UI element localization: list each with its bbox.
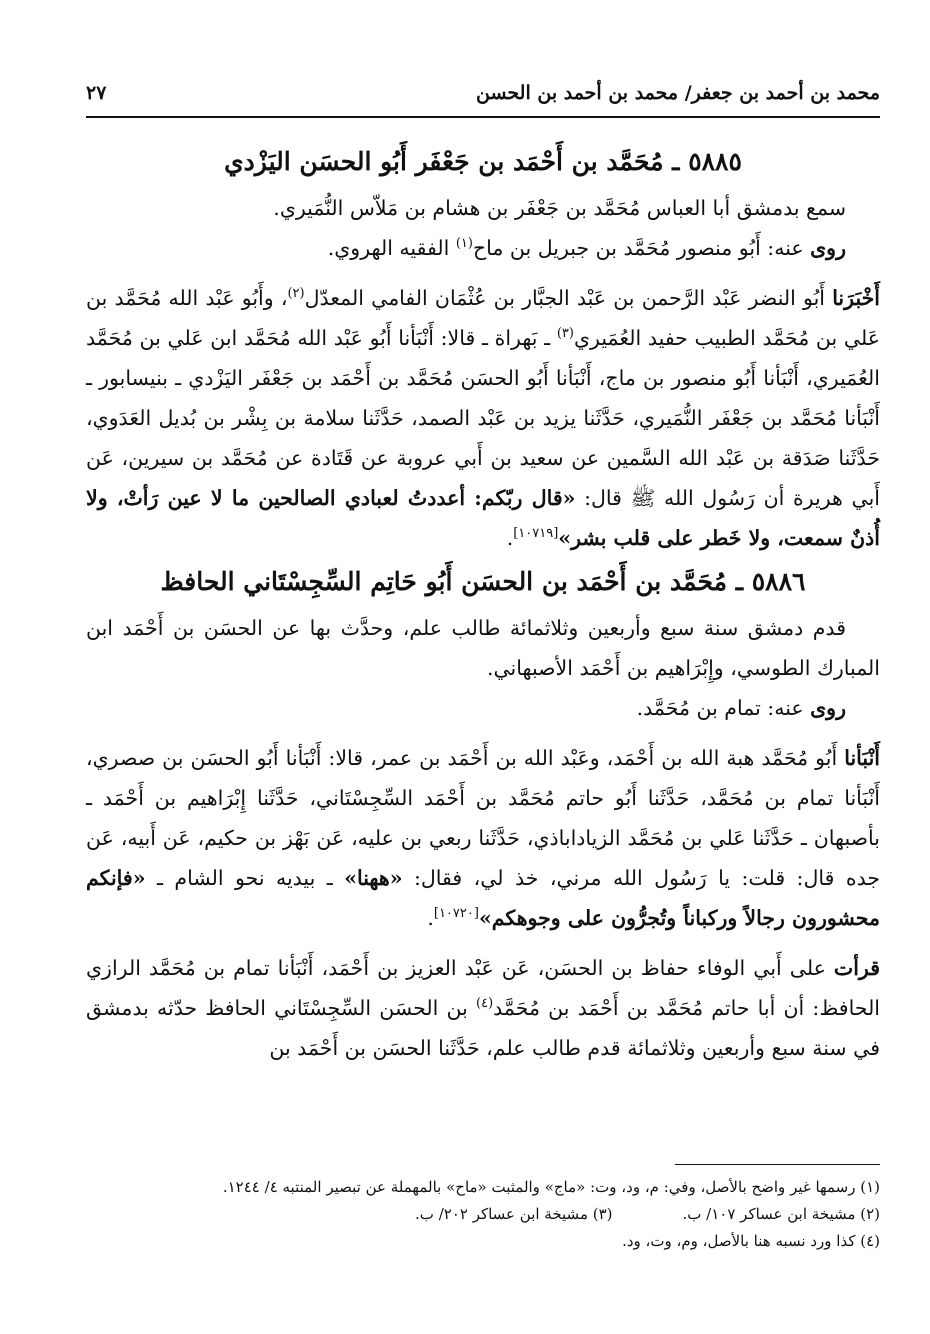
running-head xyxy=(86,76,880,110)
keyword-qaraat: قرأت xyxy=(833,956,880,980)
keyword-rawa: روى xyxy=(810,236,846,260)
footnotes xyxy=(86,1174,880,1255)
page-body xyxy=(86,138,880,1068)
entry-5885-intro: سمع بدمشق أبا العباس مُحَمَّد بن جَعْفَر بن هشام بن مَلاّس النُّمَيري. xyxy=(273,196,846,220)
page-number: ٢٧ xyxy=(86,82,107,104)
keyword-rawa: روى xyxy=(810,696,846,720)
text-run: الفقيه الهروي. xyxy=(327,236,456,260)
text-run: أَبُو مُحَمَّد هبة الله بن أَحْمَد، وعَبْد الله بن أَحْمَد بن عمر، قالا: أَنْبَأنا أَبُو الحسَن بن صصري، أَنْبَأنا تمام بن مُحَمَّد، حَدَّثَنا أَبُو حاتم مُحَمَّد بن أَحْمَد السِّجِسْتَاني، حَدَّثَنا إِبْرَاهيم بن أَحْمَد ـ بأصبهان ـ حَدَّثَنا عَلي بن مُحَمَّد الزياداباذي، حَدَّثَنا ربعي بن عليه، عَن بَهْز بن حكيم، عَن أَبيه، عَن جده قال: قلت: يا رَسُول الله مرني، خذ لي، فقال: xyxy=(86,746,881,890)
hadith-number: [١٠٧١٩] xyxy=(513,526,559,542)
entry-5886-narrators xyxy=(86,688,880,728)
text-run: على أَبي الوفاء حفاظ بن الحسَن، عَن عَبْد العزيز بن أَحْمَد، أَنْبَأنا تمام بن مُحَمَّد الرازي الحافظ: أن أبا حاتم مُحَمَّد بن أَحْمَد بن مُحَمَّد xyxy=(86,956,881,1020)
footnote-ref: (١) xyxy=(455,236,473,252)
entry-5885-isnad xyxy=(86,278,880,558)
text-run: . xyxy=(506,526,514,550)
entry-title-5886: ٥٨٨٦ ـ مُحَمَّد بن أَحْمَد بن الحسَن أَبُو حَاتِم السِّجِسْتَاني الحافظ xyxy=(160,567,806,596)
text-run: عنه: أَبُو منصور مُحَمَّد بن جبريل بن ماح xyxy=(472,236,811,260)
text-run: . xyxy=(427,906,434,930)
text-run: عنه: تمام بن مُحَمَّد. xyxy=(636,696,811,720)
footnote-4: (٤) كذا ورد نسبه هنا بالأصل، وم، وت، ود. xyxy=(622,1232,880,1250)
entry-5886-isnad xyxy=(86,738,880,938)
running-title: محمد بن أحمد بن جعفر/ محمد بن أحمد بن الحسن xyxy=(476,82,880,104)
text-run: أَبُو النضر عَبْد الرَّحمن بن عَبْد الجبَّار بن عُثْمَان الفامي المعدّل xyxy=(304,286,833,310)
text-run: ـ بيديه نحو الشام ـ xyxy=(145,866,345,890)
footnote-3: (٣) مشيخة ابن عساكر ٢٠٢/ ب. xyxy=(415,1205,613,1223)
footnote-divider xyxy=(675,1164,880,1165)
footnote-2: (٢) مشيخة ابن عساكر ١٠٧/ ب. xyxy=(682,1205,880,1223)
footnote-row xyxy=(86,1201,880,1228)
hadith-number: [١٠٧٢٠] xyxy=(433,906,479,922)
header-divider xyxy=(86,116,880,118)
text-run: ، وأَبُو عَبْد الله مُحَمَّد بن عَلي بن مُحَمَّد الطبيب حفيد العُمَيري xyxy=(86,286,880,350)
hadith-text: «قال ربّكم: أعددتُ لعبادي الصالحين ما لا عين رَأتْ، ولا أُذنٌ سمعت، ولا خَطر على قلب بشر» xyxy=(86,486,880,550)
footnote-1: (١) رسمها غير واضح بالأصل، وفي: م، ود، وت: «ماج» والمثبت «ماح» بالمهملة عن تبصير المنتبه ٤/ ١٢٤٤. xyxy=(222,1178,880,1196)
text-run: ـ بَهراة ـ قالا: أَنْبَأنا أَبُو عَبْد الله مُحَمَّد ابن عَلي بن مُحَمَّد العُمَيري، أَنْبَأنا أَبُو منصور بن ماج، أَنْبَأنا أَبُو الحسَن مُحَمَّد بن أَحْمَد بن جَعْفَر اليَزْدي ـ بنيسابور ـ أَنْبَأنا مُحَمَّد بن جَعْفَر النُّمَيري، حَدَّثَنا يزيد بن عَبْد الصمد، حَدَّثَنا سلامة بن بِشْر بن بُديل العَدَوي، حَدَّثَنا صَدَقة بن عَبْد الله السَّمين عن سعيد بن أَبي عروبة عن قَتَادة عن مُحَمَّد بن سيرين، عَن أَبي هريرة أن رَسُول الله ﷺ قال: xyxy=(86,326,880,510)
footnote-ref: (٤) xyxy=(476,996,494,1012)
hadith-text: «فإنكم محشورون رجالاً وركباناً وتُجرُّون على وجوهكم» xyxy=(86,866,880,930)
footnote-ref: (٣) xyxy=(556,326,574,342)
footnote-ref: (٢) xyxy=(287,286,305,302)
entry-5886-qaraat xyxy=(86,948,880,1068)
entry-title-5885: ٥٨٨٥ ـ مُحَمَّد بن أَحْمَد بن جَعْفَر أَبُو الحسَن اليَزْدي xyxy=(224,147,742,176)
keyword-anbaana: أَنْبَأنا xyxy=(844,746,880,770)
entry-5886-intro: قدم دمشق سنة سبع وأربعين وثلاثمائة طالب علم، وحدَّث بها عن الحسَن بن أَحْمَد ابن المبارك الطوسي، وإِبْرَاهيم بن أَحْمَد الأصبهاني. xyxy=(86,616,880,680)
hadith-text: «ههنا» xyxy=(344,866,403,890)
entry-5885-narrators xyxy=(86,228,880,268)
text-run: بن الحسَن السِّجِسْتَاني الحافظ حدّثه بدمشق في سنة سبع وأربعين وثلاثمائة قدم طالب علم، حَدَّثَنا الحسَن بن أَحْمَد بن xyxy=(86,996,880,1060)
keyword-akhbarana: أَخْبَرَنا xyxy=(832,286,881,310)
